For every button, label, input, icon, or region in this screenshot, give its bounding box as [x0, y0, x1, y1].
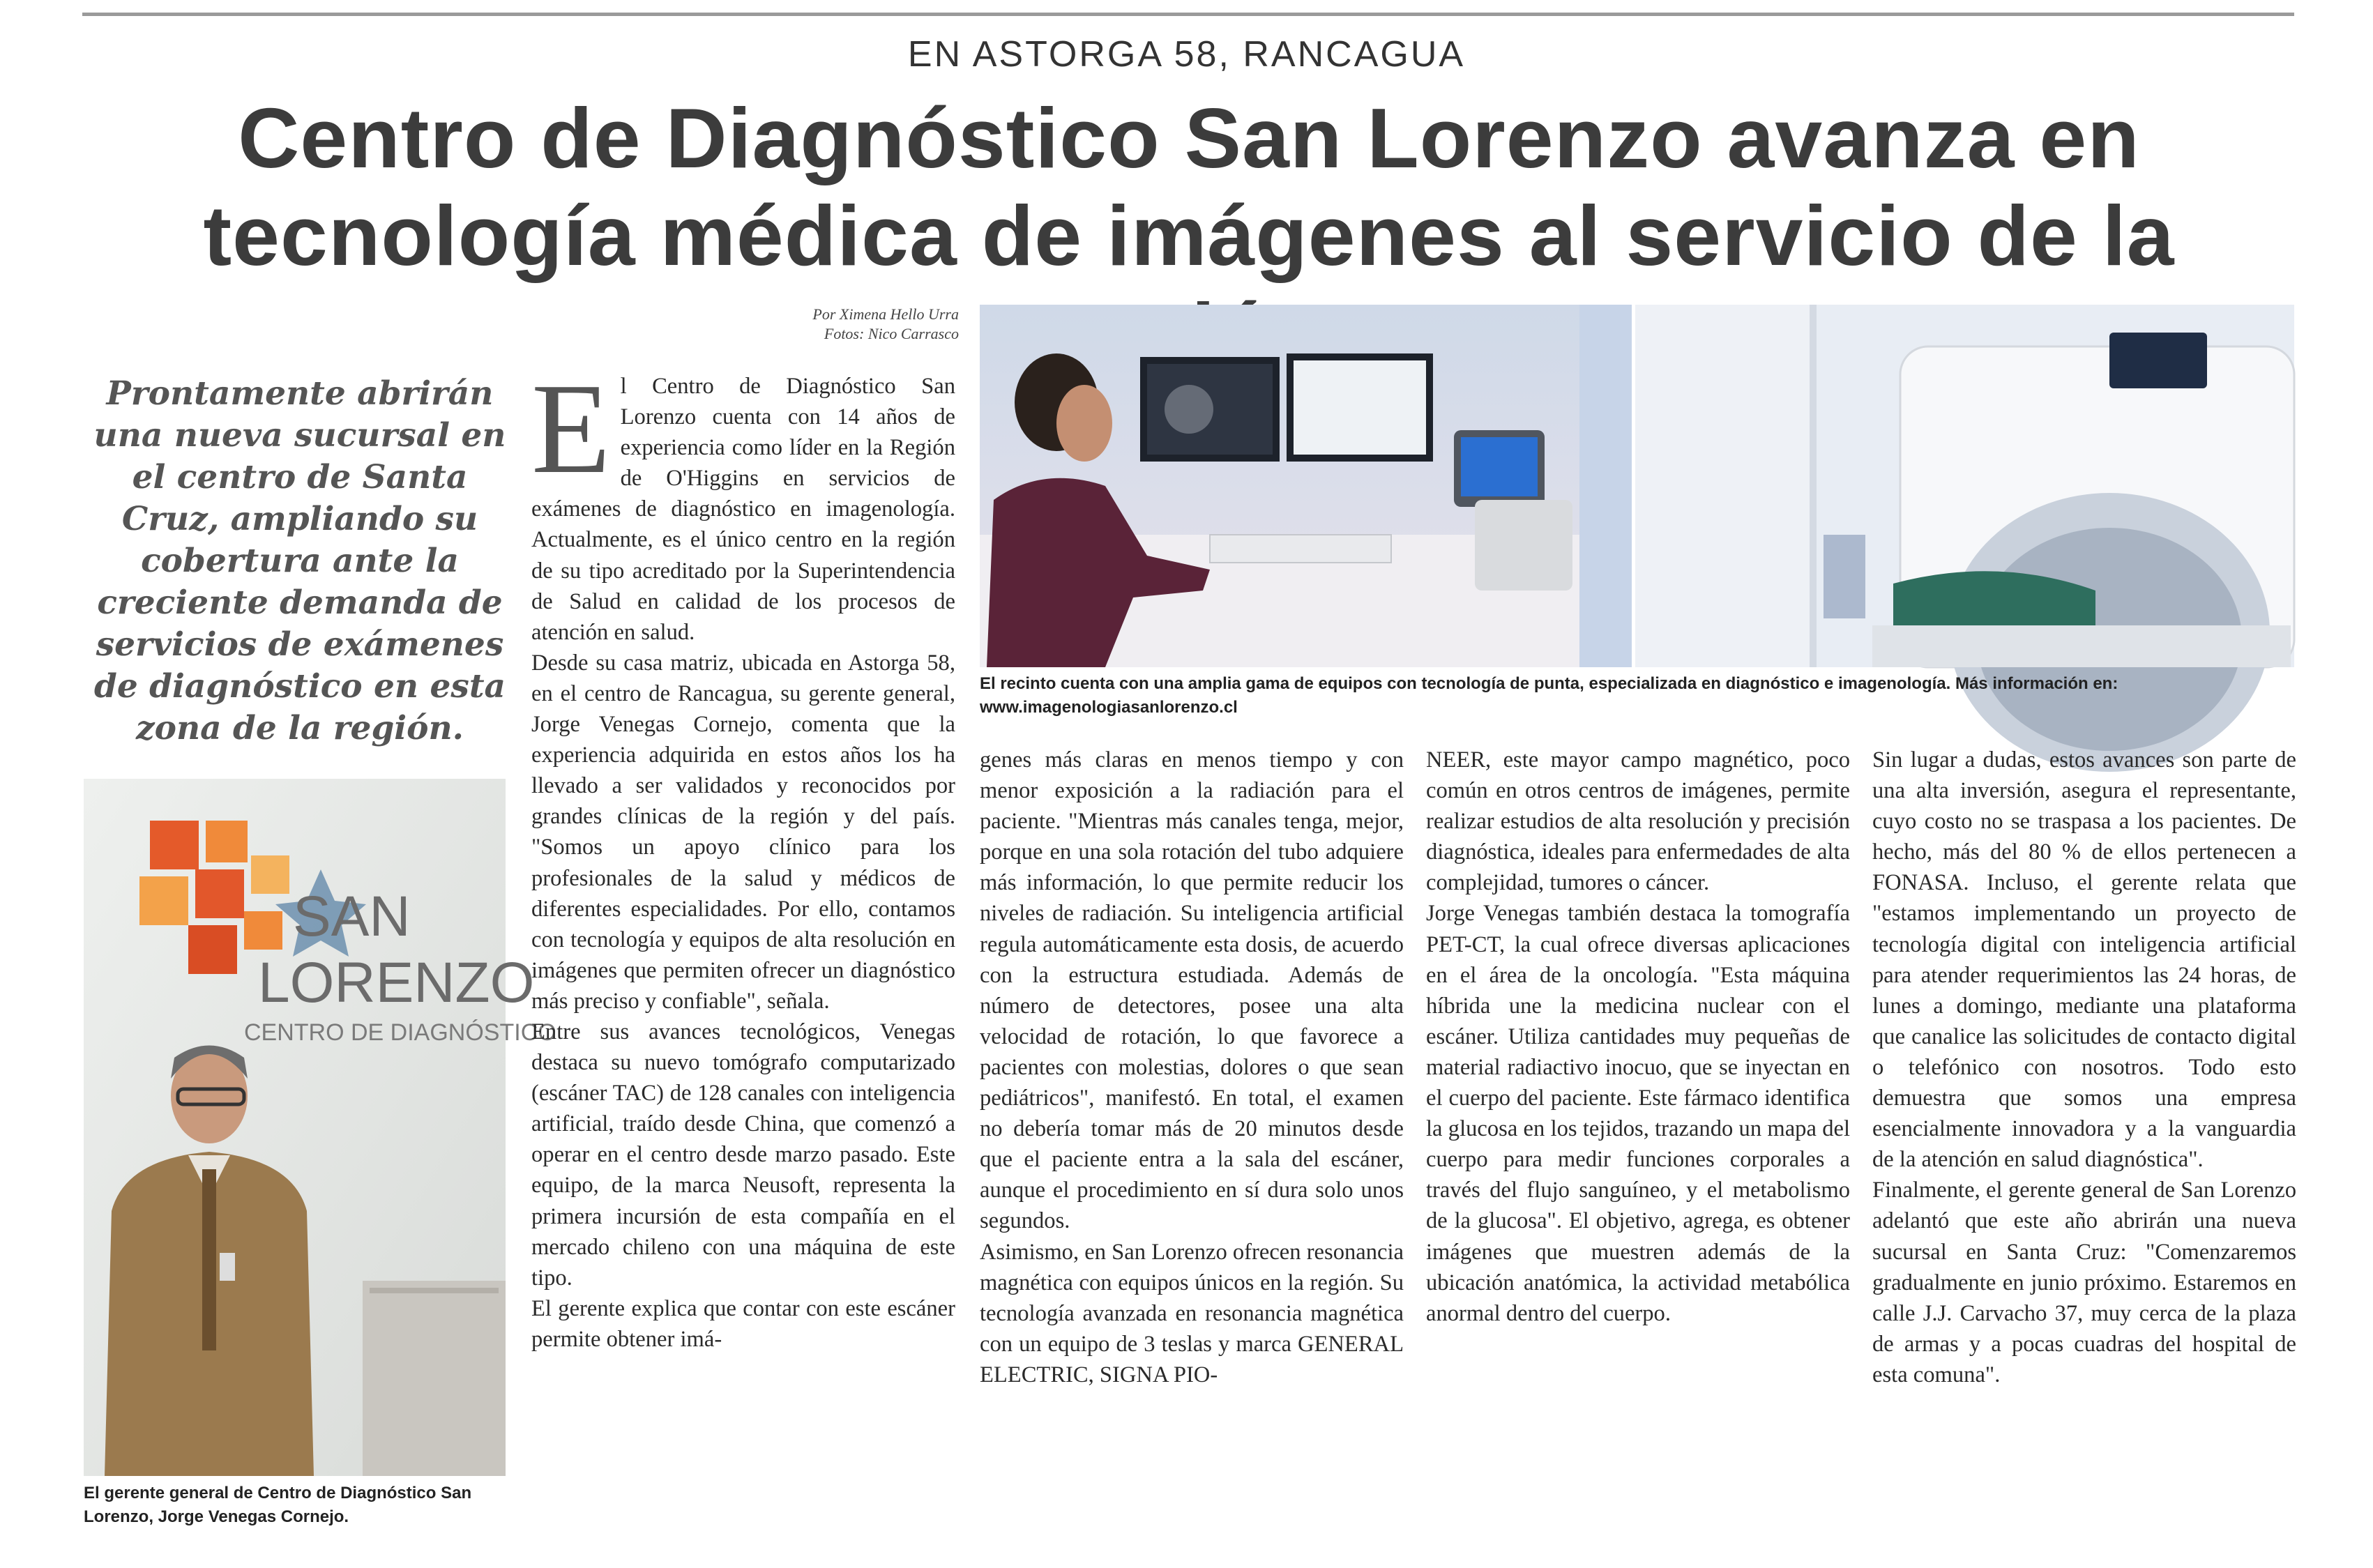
body-column-2	[980, 745, 1404, 1550]
col4-paragraph-1: Sin lugar a dudas, estos avances son parte de una alta inversión, asegura el representante, cuyo costo no se traspasa a los pacientes. De hecho, más del 80 % de ellos pertenecen a FONASA. Incluso, el gerente relata que "estamos implementando un proyecto de tecnología digital con inteligencia artificial para atender requerimientos las 24 horas, de lunes a domingo, mediante una plataforma que canalice las solicitudes de contacto digital o telefónico con nosotros. Todo esto demuestra que somos una empresa esencialmente innovadora y a la vanguardia de la atención en salud diagnóstica".	[1872, 747, 2296, 1173]
col1-paragraph-2: Desde su casa matriz, ubicada en Astorga 58, en el centro de Rancagua, su gerente general, Jorge Venegas Cornejo, comenta que la experiencia adquirida en estos años los ha llevado a ser validados y reconocidos por grandes clínicas de la región y del país. "Somos un apoyo clínico para los profesionales de la salud y médicos de diferentes especialidades. Por ello, contamos con tecnología y equipos de alta resolución en imágenes que permiten ofrecer un diagnóstico más preciso y confiable", señala.	[531, 650, 955, 1014]
col2-paragraph-2: Asimismo, en San Lorenzo ofrecen resonancia magnética con equipos únicos en la región. Su tecnología avanzada en resonancia magnética con un equipo de 3 teslas y marca GENERAL ELECTRIC, SIGNA PIO-	[980, 1239, 1404, 1387]
manager-photo-illustration	[84, 779, 556, 1476]
deck: Prontamente abrirán una nueva sucursal en el centro de Santa Cruz, ampliando su cobertura ante la creciente demanda de servicios de exámenes de diagnóstico en esta zona de la región.	[93, 374, 506, 747]
col1-paragraph-1: l Centro de Diagnóstico San Lorenzo cuenta con 14 años de experiencia como líder en la Región de O'Higgins en servicios de exámenes de diagnóstico en imagenología. Actualmente, es el único centro en la región de su tipo acreditado por la Superintendencia de Salud en calidad de los procesos de atención en salud.	[531, 374, 955, 645]
body-column-1	[531, 357, 955, 1549]
manager-photo-caption: El gerente general de Centro de Diagnóstico San Lorenzo, Jorge Venegas Cornejo.	[84, 1484, 472, 1526]
byline: Por Ximena Hello Urra	[812, 305, 959, 323]
workstation-photo	[980, 305, 1632, 667]
kicker: EN ASTORGA 58, RANCAGUA	[907, 34, 1466, 75]
body-column-4	[1872, 745, 2296, 1550]
top-photo-caption: El recinto cuenta con una amplia gama de equipos con tecnología de punta, especializada en diagnóstico e imagenología. Más información en: www.imagenologiasanlorenzo.cl	[980, 674, 2118, 717]
manager-photo	[84, 779, 556, 1476]
col3-paragraph-2: Jorge Venegas también destaca la tomografía PET-CT, la cual ofrece diversas aplicaciones en el área de la oncología. "Esta máquina híbrida une la medicina nuclear con el escáner. Utiliza cantidades muy pequeñas de material radiactivo inocuo, que se inyectan en el cuerpo del paciente. Este fármaco identifica la glucosa en los tejidos, trazando un mapa del cuerpo para medir funciones corporales a través del flujo sanguíneo, y el metabolismo de la glucosa". El objetivo, agrega, es obtener imágenes que muestren además de la ubicación anatómica, la actividad metabólica anormal dentro del cuerpo.	[1426, 901, 1850, 1326]
col2-paragraph-1: genes más claras en menos tiempo y con menor exposición a la radiación para el paciente. "Mientras más canales tenga, mejor, porque en una sola rotación del tubo adquiere más información, lo que permite reducir los niveles de radiación. Su inteligencia artificial regula automáticamente esta dosis, de acuerdo con la estructura estudiada. Además de número de detectores, posee una alta velocidad de rotación, lo que favorece a pacientes con molestias, dolores o que sean pediátricos", manifestó. En total, el examen no debería tomar más de 20 minutos desde que el paciente entra a la sala del escáner, aunque el procedimiento en sí dura solo unos segundos.	[980, 747, 1404, 1234]
col3-paragraph-1: NEER, este mayor campo magnético, poco común en otros centros de imágenes, permite realizar estudios de alta resolución y precisión diagnóstica, ideales para enfermedades de alta complejidad, tumores o cáncer.	[1426, 747, 1850, 896]
signage-centro: CENTRO DE DIAGNÓSTICO	[244, 1019, 556, 1046]
photo-credit: Fotos: Nico Carrasco	[824, 325, 959, 342]
signage-lorenzo: LORENZO	[258, 951, 535, 1014]
workstation-photo-illustration	[980, 305, 1632, 667]
col4-paragraph-2: Finalmente, el gerente general de San Lorenzo adelantó que este año abrirán una nueva sucursal en Santa Cruz: "Comenzaremos gradualmente en junio próximo. Estaremos en calle J.J. Carvacho 37, muy cerca de la plaza de armas y a pocas cuadras del hospital de esta comuna".	[1872, 1178, 2296, 1387]
col1-paragraph-3: Entre sus avances tecnológicos, Venegas destaca su nuevo tomógrafo computarizado (escáner TAC) de 128 canales con inteligencia artificial, traído desde China, que comenzó a operar en el centro desde marzo pasado. Este equipo, de la marca Neusoft, representa la primera incursión de esta compañía en el mercado chileno con una máquina de este tipo.	[531, 1019, 955, 1291]
ct-scanner-photo-illustration	[1635, 305, 2294, 667]
signage-san: SAN	[293, 885, 411, 948]
col1-paragraph-4: El gerente explica que contar con este escáner permite obtener imá-	[531, 1295, 955, 1352]
drop-cap: E	[531, 357, 611, 501]
top-rule	[82, 13, 2294, 16]
headline-line-1: Centro de Diagnóstico San Lorenzo avanza en	[238, 91, 2140, 185]
body-column-3	[1426, 745, 1850, 1550]
headline-line-2: tecnología médica de imágenes al servicio de la	[203, 188, 2175, 283]
ct-scanner-photo	[1635, 305, 2294, 667]
